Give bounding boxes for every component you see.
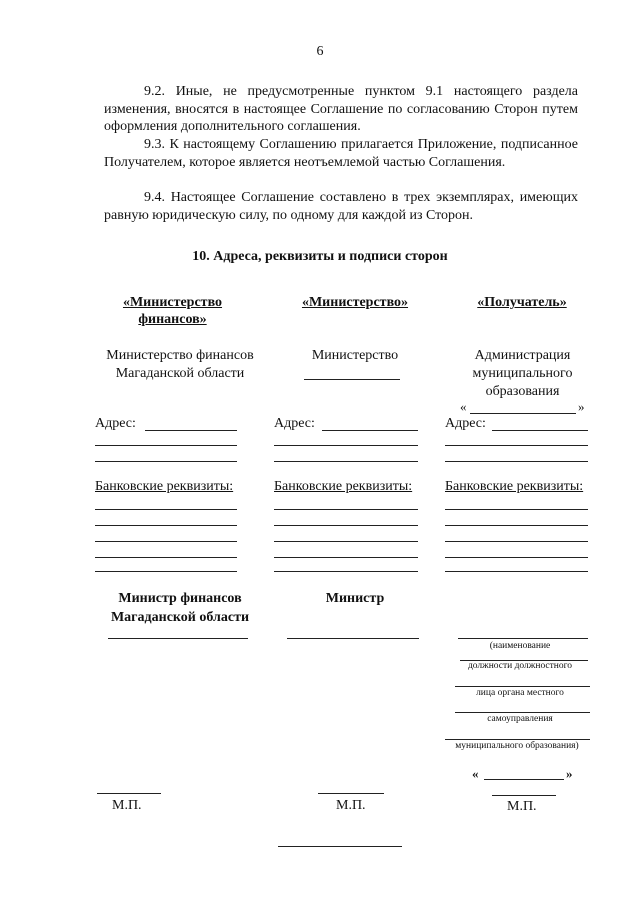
address-line bbox=[445, 445, 588, 446]
bank-line bbox=[95, 509, 237, 510]
organization-name bbox=[450, 347, 595, 401]
note-line bbox=[445, 739, 590, 740]
stamp-line bbox=[318, 793, 384, 794]
bank-line bbox=[445, 509, 588, 510]
position-note-line: самоуправления bbox=[487, 714, 553, 724]
address-label: Адрес: bbox=[274, 416, 315, 431]
address-label: Адрес: bbox=[95, 416, 136, 431]
organization-name-line: образования bbox=[485, 384, 560, 399]
address-line bbox=[274, 445, 418, 446]
bank-line bbox=[274, 509, 418, 510]
stamp-line bbox=[97, 793, 161, 794]
bank-line bbox=[274, 541, 418, 542]
bank-details-label: Банковские реквизиты: bbox=[95, 479, 234, 494]
organization-name bbox=[85, 347, 275, 383]
party-heading-line: «Министерство bbox=[122, 295, 223, 310]
bank-line bbox=[274, 525, 418, 526]
position-note-line: лица органа местного bbox=[476, 688, 564, 698]
quote-close: » bbox=[578, 399, 585, 414]
bank-line bbox=[445, 541, 588, 542]
bank-details-label: Банковские реквизиты: bbox=[274, 479, 413, 494]
paragraph-9-3: 9.3. К настоящему Соглашению прилагается Приложение, подписанное Получателем, которое является неотъемлемой частью Соглашения. bbox=[104, 137, 578, 170]
page-number: 6 bbox=[316, 44, 324, 59]
bank-line bbox=[445, 571, 588, 572]
party-heading: «Получатель» bbox=[477, 295, 567, 310]
stamp-placeholder: М.П. bbox=[112, 798, 142, 813]
organization-name: Министерство bbox=[311, 348, 399, 363]
stamp-placeholder: М.П. bbox=[507, 799, 537, 814]
bank-line bbox=[445, 525, 588, 526]
organization-name-line: Администрация bbox=[474, 348, 571, 363]
paragraph-9-4: 9.4. Настоящее Соглашение составлено в трех экземплярах, имеющих равную юридическую силу, по одному для каждой из Сторон. bbox=[104, 190, 578, 223]
bank-line bbox=[95, 571, 237, 572]
signature-line bbox=[458, 638, 588, 639]
date-blank-line bbox=[484, 779, 564, 780]
bank-line bbox=[95, 541, 237, 542]
bank-line bbox=[274, 571, 418, 572]
position-note-line: муниципального образования) bbox=[455, 741, 579, 751]
address-label: Адрес: bbox=[445, 416, 486, 431]
bank-line bbox=[445, 557, 588, 558]
note-line bbox=[455, 712, 590, 713]
stamp-placeholder: М.П. bbox=[336, 798, 366, 813]
quote-open: « bbox=[460, 399, 467, 414]
note-line bbox=[455, 686, 590, 687]
party-heading bbox=[95, 294, 250, 328]
address-line bbox=[445, 461, 588, 462]
bank-details-label: Банковские реквизиты: bbox=[445, 479, 584, 494]
address-line bbox=[492, 430, 588, 431]
bank-line bbox=[95, 557, 237, 558]
signer-title: Министр bbox=[325, 591, 385, 606]
organization-blank-line bbox=[304, 379, 400, 380]
signer-title bbox=[90, 589, 270, 627]
signature-line bbox=[108, 638, 248, 639]
address-line bbox=[95, 461, 237, 462]
organization-name-line: муниципального bbox=[472, 366, 573, 381]
paragraph-9-2: 9.2. Иные, не предусмотренные пунктом 9.1 настоящего раздела изменения, вносятся в настоящее Соглашение по согласованию Сторон путем оформления дополнительного соглашения. bbox=[104, 84, 578, 134]
address-line bbox=[274, 461, 418, 462]
section-title: 10. Адреса, реквизиты и подписи сторон bbox=[192, 249, 448, 264]
address-line bbox=[145, 430, 237, 431]
address-line bbox=[95, 445, 237, 446]
signer-title-line: Министр финансов bbox=[118, 591, 242, 606]
bank-line bbox=[95, 525, 237, 526]
date-quote-close: » bbox=[566, 766, 573, 781]
address-line bbox=[322, 430, 418, 431]
stamp-line bbox=[492, 795, 556, 796]
signer-title-line: Магаданской области bbox=[110, 610, 250, 625]
bank-line bbox=[274, 557, 418, 558]
party-column-ministry-finance bbox=[95, 294, 250, 328]
party-heading: «Министерство» bbox=[301, 295, 409, 310]
organization-name-line: Магаданской области bbox=[115, 366, 245, 381]
organization-name-line: Министерство финансов bbox=[106, 348, 254, 363]
position-note-line: должности должностного bbox=[467, 661, 573, 671]
signature-line bbox=[287, 638, 419, 639]
position-note-line: (наименование bbox=[489, 641, 551, 651]
organization-blank-line bbox=[470, 413, 576, 414]
footer-line bbox=[278, 846, 402, 847]
party-heading-line: финансов» bbox=[138, 312, 207, 327]
date-quote-open: « bbox=[472, 766, 479, 781]
